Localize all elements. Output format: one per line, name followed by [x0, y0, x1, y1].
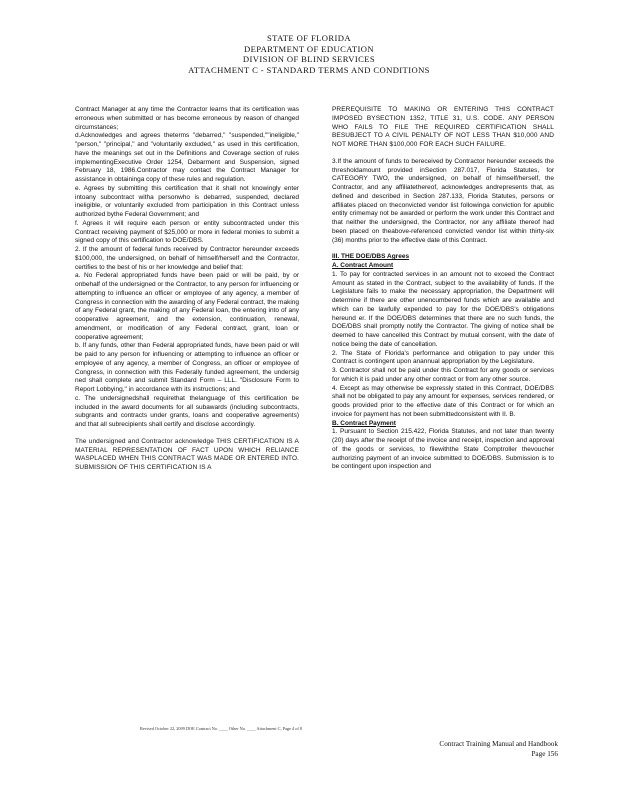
contract-payment-item-1: 1. Pursuant to Section 215.422, Florida Statutes, and not later than twenty (20) days after the receipt of the invoice and receipt, inspection and approval of the goods or services, to filewiththe State Comptroller thevoucher authorizing payment of an invoice submitted to DOE/DBS. Submission is to be contingent upon inspection and — [332, 428, 554, 471]
prerequisite-paragraph: PREREQUISITE TO MAKING OR ENTERING THIS CONTRACT IMPOSED BYSECTION 1352, TITLE 31, U.S. CODE. ANY PERSON WHO FAILS TO FILE THE REQUIRED CERTIFICATION SHALL BESUBJECT TO A CIVIL PENALTY OF NOT LESS THAN $10,000 AND NOT MORE THAN $100,000 FOR EACH SUCH FAILURE. — [332, 106, 554, 148]
left-paragraph: c. The undersignedshall requirethat thelanguage of this certification be included in the award documents for all subawards (including subcontracts, subgrants and contracts under grants, loans and cooperative agreements) and that all subrecipients shall certify and disclose accordingly. — [75, 394, 299, 428]
left-column — [75, 106, 299, 473]
left-paragraph: b. If any funds, other than Federal appropriated funds, have been paid or will be paid to any person for influencing or attempting to influence an officer or employee of any agency, a member of Congress, an officer or employee of Congress, in connection with this Federally funded agreement, the undersig ned shall complete and submit Standard Form – LLL. "Disclosure Form to Report Lobbying," in accordance with its instructions; and — [75, 342, 299, 393]
subsection-contract-amount: A. Contract Amount — [332, 262, 394, 269]
left-paragraph: e. Agrees by submitting this certification that it shall not knowingly enter intoany subcontract witha personwho is debarred, suspended, declared ineligible, or voluntarily excluded from participation in this Contract unless authorized bythe Federal Government; and — [75, 184, 299, 218]
convicted-vendor-paragraph: 3.If the amount of funds to bereceived by Contractor hereunder exceeds the thresholdamount provided inSection 287.017, Florida Statutes, for CATEGORY TWO, the undersigned, on behalf of himself/herself, the Contractor, and any affiliatethereof, acknowledges andrepresents that, as defined and described in Section 287.133, Florida Statutes, persons or affiliates placed on theconvicted vendor list followinga conviction for apublic entity crimemay not be awarded or perform the work under this Contract and that neither the undersigned, the Contractor, nor any affiliate thereof had been placed on theabove-referenced convicted vendor list within thirty-six (36) months prior to the effective date of this Contract. — [332, 157, 554, 244]
left-paragraph: 2. If the amount of federal funds received by Contractor hereunder exceeds $100,000, the undersigned, on behalf of himself/herself and the Contractor, certifies to the best of his or her knowledge and belief that: — [75, 246, 299, 271]
page-number: Page 156 — [531, 750, 558, 758]
document-header — [0, 33, 618, 75]
contract-amount-item-2: 2. The State of Florida's performance and obligation to pay under this Contract is contingent upon anannual appropriation by the Legislature. — [332, 349, 554, 366]
left-paragraph: a. No Federal appropriated funds have been paid or will be paid, by or onbehalf of the undersigned or the Contractor, to any person for influencing or attempting to influence an officer or employee of any agency, a member of Congress in connection with the awarding of any Federal contract, the making of any Federal grant, the making of any Federal loan, the entering into of any cooperative agreement, and the extension, continuation, renewal, amendment, or modification of any Federal contract, grant, loan or cooperative agreement; — [75, 272, 300, 341]
left-paragraph: Contract Manager at any time the Contractor learns that its certification was erroneous when submitted or has become erroneous by reason of changed circumstances; — [75, 106, 299, 131]
contract-amount-item-3: 3. Contractor shall not be paid under this Contract for any goods or services for which it is paid under any other contract or from any other source. — [332, 367, 554, 383]
left-paragraph: f. Agrees it will require each person or entity subcontracted under this Contract receiving payment of $25,000 or more in federal monies to submit a signed copy of this certification to DOE/DBS. — [75, 219, 299, 245]
contract-amount-item-1: 1. To pay for contracted services in an amount not to exceed the Contract Amount as stated in the Contract, subject to the availability of funds. If the Legislature fails to make the necessary appropriation, the Department will determine if there are other unencumbered funds which are available and which can be lawfully expended to pay for the DOE/DBS's obligations hereund er. If the DOE/DBS determines that there are no such funds, the DOE/DBS shall promptly notify the Contractor. The giving of notice shall be deemed to have cancelled this Contract by mutual consent, with the date of notice being the date of cancellation. — [332, 270, 554, 348]
manual-footer — [439, 739, 558, 759]
header-state: STATE OF FLORIDA — [266, 33, 351, 43]
left-paragraph: d.Acknowledges and agrees theterms "debarred," "suspended,""ineligible," "person," "principal," and "voluntarily excluded," as used in this certification, have the meanings set out in the Definitions and Coverage section of rules implementingExecutive Order 1254, Debarment and Suspension, signed February 18, 1986.Contractor may contact the Contract Manager for assistance in obtaininga copy of these rules and regulation. — [75, 132, 299, 183]
header-attachment-title: ATTACHMENT C - STANDARD TERMS AND CONDITIONS — [188, 64, 430, 75]
right-column — [332, 106, 554, 472]
subsection-contract-payment: B. Contract Payment — [332, 419, 396, 427]
certification-paragraph: The undersigned and Contractor acknowledge THIS CERTIFICATION IS A MATERIAL REPRESENTATION OF FACT UPON WHICH RELIANCE WASPLACED WHEN THIS CONTRACT WAS MADE OR ENTERED INTO. SUBMISSION OF THIS CERTIFICATION IS A — [75, 437, 299, 471]
manual-title: Contract Training Manual and Handbook — [439, 740, 558, 748]
revision-footer: Revised October 22, 2009 DOE Contract No. ____ Other No. ____ Attachment C, Page 4 of 8 — [140, 726, 303, 731]
header-division: DIVISION OF BLIND SERVICES — [242, 54, 376, 65]
contract-amount-item-4: 4. Except as may otherwise be expressly stated in this Contract, DOE/DBS shall not be obligated to pay any amount for expenses, services rendered, or goods provided prior to the effective date of this Contract or for which an invoice for payment has not been submittedconsistent with II. B. — [332, 384, 554, 418]
section-title: III. THE DOE/DBS Agrees — [332, 253, 410, 261]
header-department: DEPARTMENT OF EDUCATION — [244, 43, 374, 54]
